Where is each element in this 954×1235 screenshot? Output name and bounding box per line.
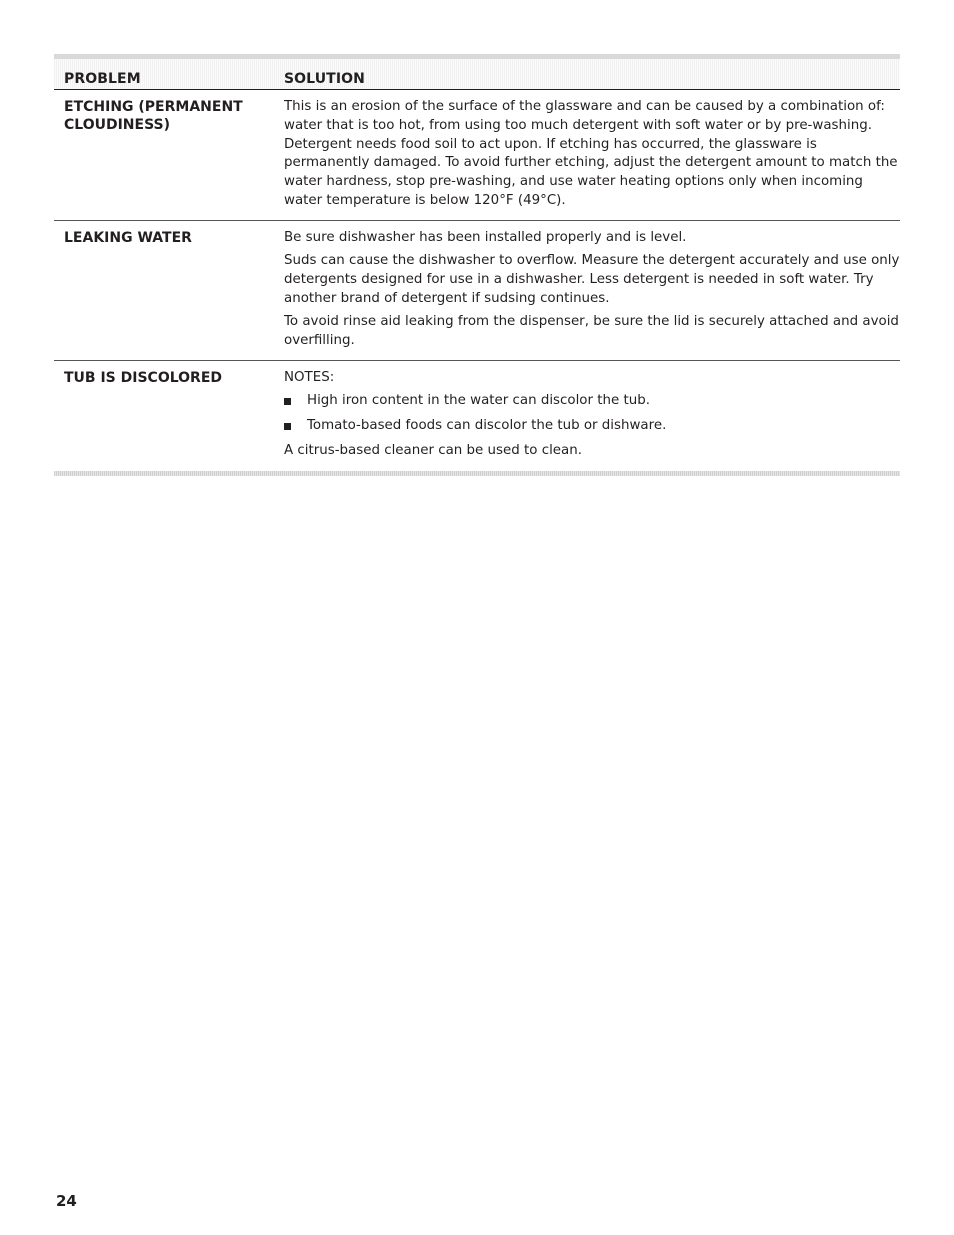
problem-cell <box>54 98 284 211</box>
table-header <box>54 54 900 90</box>
table-row <box>54 90 900 221</box>
header-solution: SOLUTION <box>284 71 365 87</box>
solution-paragraph: Be sure dishwasher has been installed properly and is level. <box>284 229 687 245</box>
table-row <box>54 361 900 472</box>
header-problem: PROBLEM <box>64 71 141 87</box>
list-item <box>284 392 900 411</box>
table-row <box>54 221 900 361</box>
problem-label: TUB IS DISCOLORED <box>64 369 223 386</box>
solution-paragraph: This is an erosion of the surface of the glassware and can be caused by a combination of: water that is too hot, from using too much detergent with soft water or by pre-washing. Detergent needs food soil to act upon. If etching has occurred, the glassware is permanently damaged. To avoid further etching, adjust the detergent amount to match the water hardness, stop pre-washing, and use water heating options only when incoming water temperature is below 120°F (49°C). <box>284 99 898 208</box>
solution-paragraph: Suds can cause the dishwasher to overflow. Measure the detergent accurately and use only detergents designed for use in a dishwasher. Less detergent is needed in soft water. Try another brand of detergent if sudsing continues. <box>284 253 900 306</box>
bullet-text: High iron content in the water can discolor the tub. <box>307 392 650 408</box>
solution-cell <box>284 229 900 351</box>
solution-cell <box>284 98 900 211</box>
troubleshooting-table <box>54 54 900 476</box>
list-item <box>284 417 900 436</box>
notes-label: NOTES: <box>284 369 335 385</box>
solution-cell <box>284 369 900 462</box>
page-number: 24 <box>56 1192 77 1210</box>
problem-cell <box>54 369 284 462</box>
problem-label: ETCHING (PERMANENT CLOUDINESS) <box>64 99 243 133</box>
problem-label: LEAKING WATER <box>64 229 192 246</box>
bullet-square-icon <box>284 423 291 430</box>
problem-cell <box>54 229 284 351</box>
bullet-square-icon <box>284 398 291 405</box>
bullet-text: Tomato-based foods can discolor the tub or dishware. <box>307 418 667 434</box>
solution-paragraph: To avoid rinse aid leaking from the dispenser, be sure the lid is securely attached and avoid overfilling. <box>284 313 899 348</box>
table-bottom-rule <box>54 471 900 476</box>
closing-note: A citrus-based cleaner can be used to clean. <box>284 443 582 459</box>
